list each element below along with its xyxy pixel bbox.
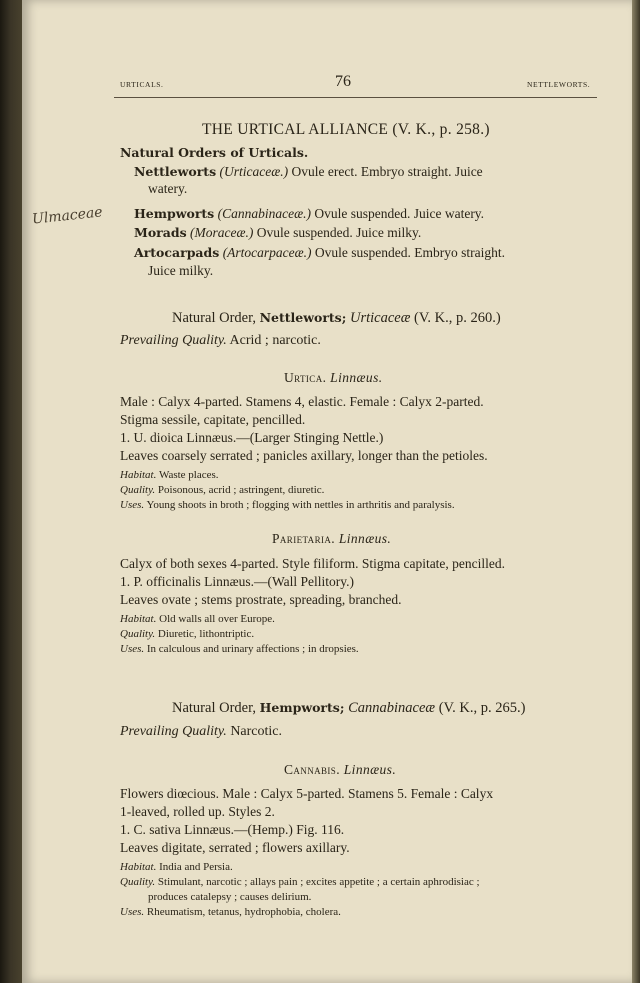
running-header-left: URTICALS. [120, 80, 164, 89]
species-line: 1. C. sativa Linnæus.—(Hemp.) Fig. 116. [120, 822, 345, 837]
note-text: Old walls all over Europe. [159, 613, 275, 625]
genus-text-line: Stigma sessile, capitate, pencilled. [120, 412, 306, 427]
order-name: Morads [134, 225, 187, 240]
running-header-right: NETTLEWORTS. [527, 80, 591, 89]
order-hempworts-line [134, 206, 484, 222]
page-edge [632, 0, 640, 983]
order-name: Artocarpads [134, 245, 220, 260]
order-latin: Urticaceæ [349, 310, 411, 326]
order-ref: (V. K., p. 265.) [438, 700, 526, 716]
prevailing-quality [120, 724, 282, 740]
note-label: Uses. [120, 643, 145, 655]
natural-order-heading [172, 310, 501, 327]
genus-authority: Linnæus. [338, 531, 392, 546]
note-line [120, 469, 219, 481]
note-label: Quality. [120, 484, 156, 496]
order-latin: Cannabinaceæ [348, 700, 436, 716]
order-artocarpads-line [134, 245, 505, 261]
genus-name: Cannabis. [284, 762, 340, 777]
note-text: In calculous and urinary affections ; in dropsies. [146, 643, 359, 655]
order-desc: Ovule suspended. Juice watery. [314, 206, 485, 221]
order-latin: (Moraceæ.) [190, 225, 254, 240]
note-label: Habitat. [120, 613, 157, 625]
quality-value: Acrid ; narcotic. [229, 333, 321, 348]
order-name: Hempworts; [259, 700, 345, 715]
note-line [120, 484, 324, 496]
note-line-cont: produces catalepsy ; causes delirium. [148, 891, 312, 903]
page-number: 76 [335, 73, 351, 90]
species-line: 1. P. officinalis Linnæus.—(Wall Pellitory.) [120, 574, 355, 589]
order-morads-line [134, 225, 421, 241]
order-name: Hempworts [134, 206, 215, 221]
genus-heading [284, 762, 396, 778]
genus-text-line: 1-leaved, rolled up. Styles 2. [120, 804, 275, 819]
handwritten-annotation: Ulmaceae [31, 204, 104, 228]
genus-name: Parietaria. [272, 531, 336, 546]
genus-text-line: Leaves digitate, serrated ; flowers axillary. [120, 840, 350, 855]
quality-label: Prevailing Quality. [120, 333, 227, 348]
note-line [120, 876, 480, 888]
note-text: India and Persia. [159, 861, 233, 873]
order-desc: Ovule erect. Embryo straight. Juice [291, 164, 483, 179]
order-desc: Ovule suspended. Juice milky. [256, 225, 422, 240]
note-label: Uses. [120, 906, 145, 918]
note-line [120, 861, 233, 873]
book-page [22, 0, 632, 983]
alliance-title: THE URTICAL ALLIANCE (V. K., p. 258.) [202, 121, 490, 138]
order-desc-cont: watery. [148, 181, 188, 196]
quality-value: Narcotic. [230, 724, 283, 739]
note-text: Young shoots in broth ; flogging with nettles in arthritis and paralysis. [146, 499, 455, 511]
note-text: Rheumatism, tetanus, hydrophobia, cholera. [146, 906, 341, 918]
genus-heading [284, 370, 383, 386]
natural-order-heading [172, 700, 525, 717]
order-prefix: Natural Order, [172, 310, 256, 326]
note-line [120, 643, 359, 655]
note-line [120, 613, 275, 625]
order-name: Nettleworts [134, 164, 217, 179]
note-label: Uses. [120, 499, 145, 511]
genus-authority: Linnæus. [330, 370, 383, 385]
genus-name: Urtica. [284, 370, 327, 385]
genus-text-line: Flowers diœcious. Male : Calyx 5-parted. Stamens 5. Female : Calyx [120, 786, 494, 801]
note-line [120, 906, 341, 918]
genus-heading [272, 531, 391, 547]
order-desc-cont: Juice milky. [148, 263, 214, 278]
note-label: Quality. [120, 628, 156, 640]
order-ref: (V. K., p. 260.) [414, 310, 501, 326]
note-label: Quality. [120, 876, 156, 888]
species-line: 1. U. dioica Linnæus.—(Larger Stinging Nettle.) [120, 430, 384, 445]
quality-label: Prevailing Quality. [120, 724, 227, 739]
order-nettleworts-line [134, 164, 483, 180]
note-line [120, 628, 254, 640]
note-label: Habitat. [120, 469, 157, 481]
note-text: Waste places. [158, 469, 219, 481]
genus-text-line: Male : Calyx 4-parted. Stamens 4, elastic. Female : Calyx 2-parted. [120, 394, 484, 409]
order-prefix: Natural Order, [172, 700, 256, 716]
order-latin: (Cannabinaceæ.) [217, 206, 311, 221]
alliance-subhead: Natural Orders of Urticals. [120, 145, 309, 160]
note-line [120, 499, 455, 511]
genus-text-line: Calyx of both sexes 4-parted. Style filiform. Stigma capitate, pencilled. [120, 556, 506, 571]
header-rule [114, 97, 597, 98]
order-desc: Ovule suspended. Embryo straight. [314, 245, 506, 260]
genus-text-line: Leaves ovate ; stems prostrate, spreading, branched. [120, 592, 402, 607]
genus-authority: Linnæus. [343, 762, 397, 777]
order-latin: (Artocarpaceæ.) [222, 245, 312, 260]
order-name: Nettleworts; [259, 310, 347, 325]
prevailing-quality [120, 333, 321, 349]
genus-text-line: Leaves coarsely serrated ; panicles axillary, longer than the petioles. [120, 448, 488, 463]
note-label: Habitat. [120, 861, 157, 873]
note-text: Diuretic, lithontriptic. [157, 628, 255, 640]
note-text: Stimulant, narcotic ; allays pain ; excites appetite ; a certain aphrodisiac ; [157, 876, 480, 888]
order-latin: (Urticaceæ.) [219, 164, 289, 179]
note-text: Poisonous, acrid ; astringent, diuretic. [157, 484, 325, 496]
